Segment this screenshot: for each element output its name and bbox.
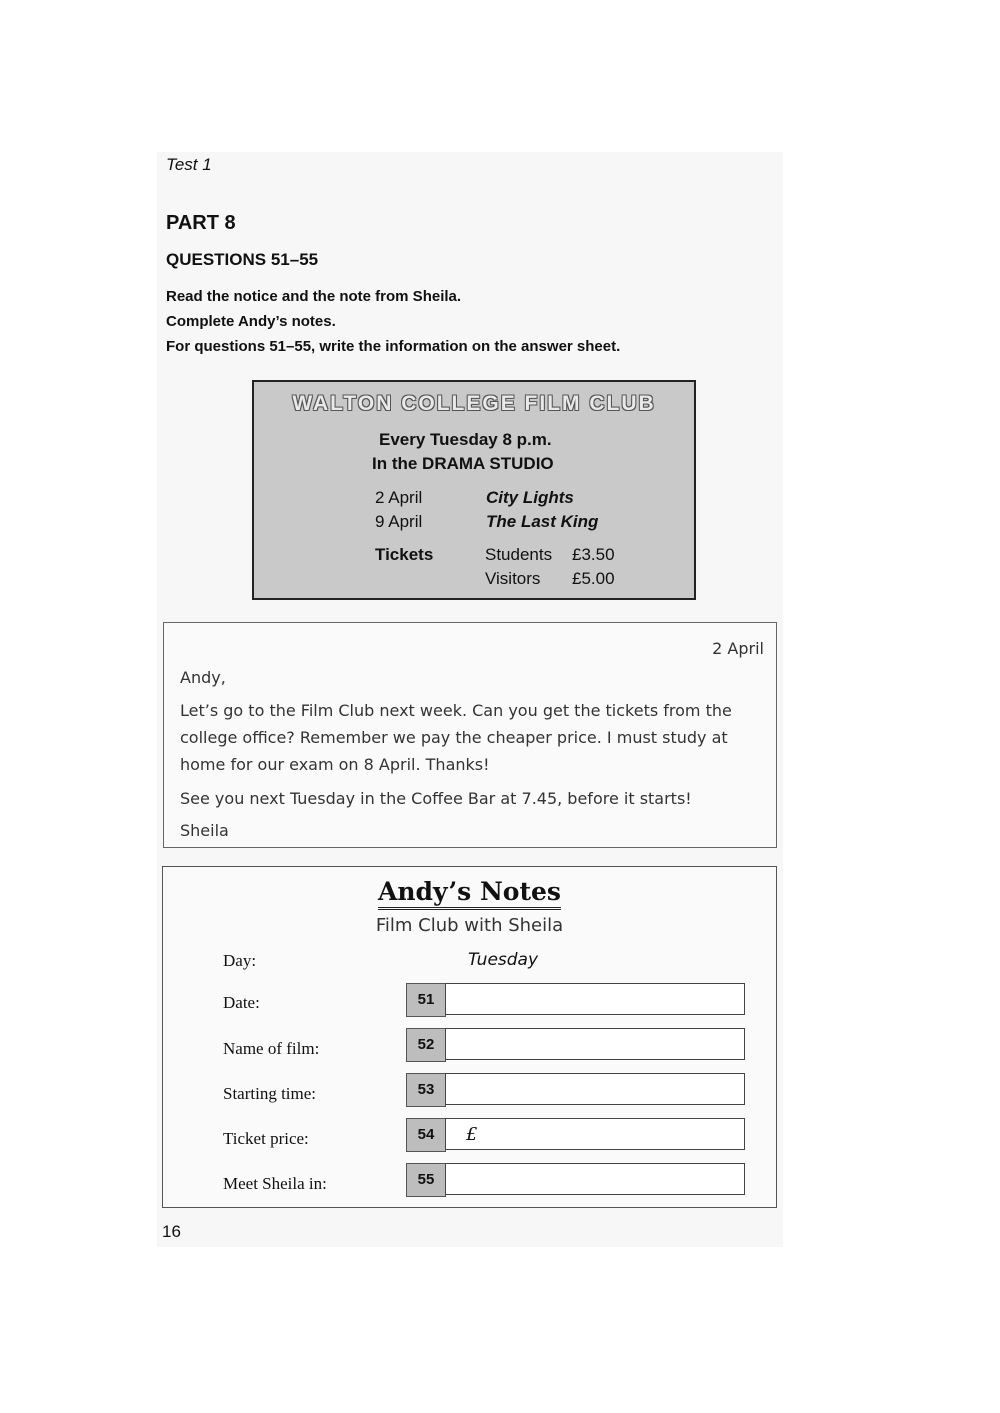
notes-title-text: Andy’s Notes bbox=[378, 877, 561, 910]
day-label: Day: bbox=[223, 951, 257, 970]
starting-time-label: Starting time: bbox=[223, 1084, 317, 1103]
note-line-3: home for our exam on 8 April. Thanks! bbox=[180, 755, 490, 774]
test-label: Test 1 bbox=[166, 155, 212, 174]
question-number-51: 51 bbox=[406, 983, 446, 1017]
answer-field-51[interactable] bbox=[445, 983, 745, 1015]
questions-title: QUESTIONS 51–55 bbox=[166, 250, 319, 269]
film-club-notice bbox=[252, 380, 696, 600]
date-label: Date: bbox=[223, 993, 260, 1012]
notes-title bbox=[163, 877, 776, 906]
notice-date-1: 2 April bbox=[375, 488, 423, 507]
question-number-53: 53 bbox=[406, 1073, 446, 1107]
note-closing: See you next Tuesday in the Coffee Bar at 7.45, before it starts! bbox=[180, 789, 692, 808]
notice-date-2: 9 April bbox=[375, 512, 423, 531]
answer-field-52[interactable] bbox=[445, 1028, 745, 1060]
notice-schedule: Every Tuesday 8 p.m. bbox=[379, 430, 552, 449]
part-title: PART 8 bbox=[166, 212, 236, 234]
notice-price-2: £5.00 bbox=[572, 569, 615, 588]
notice-film-2: The Last King bbox=[486, 512, 599, 531]
notes-subtitle: Film Club with Sheila bbox=[375, 915, 564, 936]
note-line-2: college office? Remember we pay the cheaper price. I must study at bbox=[180, 728, 728, 747]
andys-notes-form bbox=[162, 866, 777, 1208]
notice-price-who-1: Students bbox=[485, 545, 553, 564]
notice-film-1: City Lights bbox=[486, 488, 574, 507]
note-line-1: Let’s go to the Film Club next week. Can you get the tickets from the bbox=[180, 701, 732, 720]
film-name-label: Name of film: bbox=[223, 1039, 320, 1058]
notice-venue: In the DRAMA STUDIO bbox=[372, 454, 554, 473]
instruction-1: Read the notice and the note from Sheila. bbox=[166, 288, 462, 305]
sheila-note bbox=[163, 622, 777, 848]
note-signature: Sheila bbox=[180, 821, 229, 840]
note-date: 2 April bbox=[712, 639, 764, 658]
day-value: Tuesday bbox=[468, 950, 539, 970]
question-number-54: 54 bbox=[406, 1118, 446, 1152]
question-number-55: 55 bbox=[406, 1163, 446, 1197]
notice-price-1: £3.50 bbox=[572, 545, 615, 564]
notice-price-who-2: Visitors bbox=[485, 569, 541, 588]
instruction-2: Complete Andy’s notes. bbox=[166, 313, 336, 330]
page-number: 16 bbox=[162, 1222, 181, 1241]
answer-field-53[interactable] bbox=[445, 1073, 745, 1105]
instruction-3: For questions 51–55, write the information on the answer sheet. bbox=[166, 338, 621, 355]
question-number-52: 52 bbox=[406, 1028, 446, 1062]
meet-place-label: Meet Sheila in: bbox=[223, 1174, 327, 1193]
answer-field-54[interactable]: £ bbox=[445, 1118, 745, 1150]
answer-field-55[interactable] bbox=[445, 1163, 745, 1195]
note-greeting: Andy, bbox=[180, 668, 226, 687]
ticket-price-label: Ticket price: bbox=[223, 1129, 309, 1148]
notice-tickets-label: Tickets bbox=[375, 545, 434, 564]
notice-title: WALTON COLLEGE FILM CLUB bbox=[292, 392, 656, 415]
